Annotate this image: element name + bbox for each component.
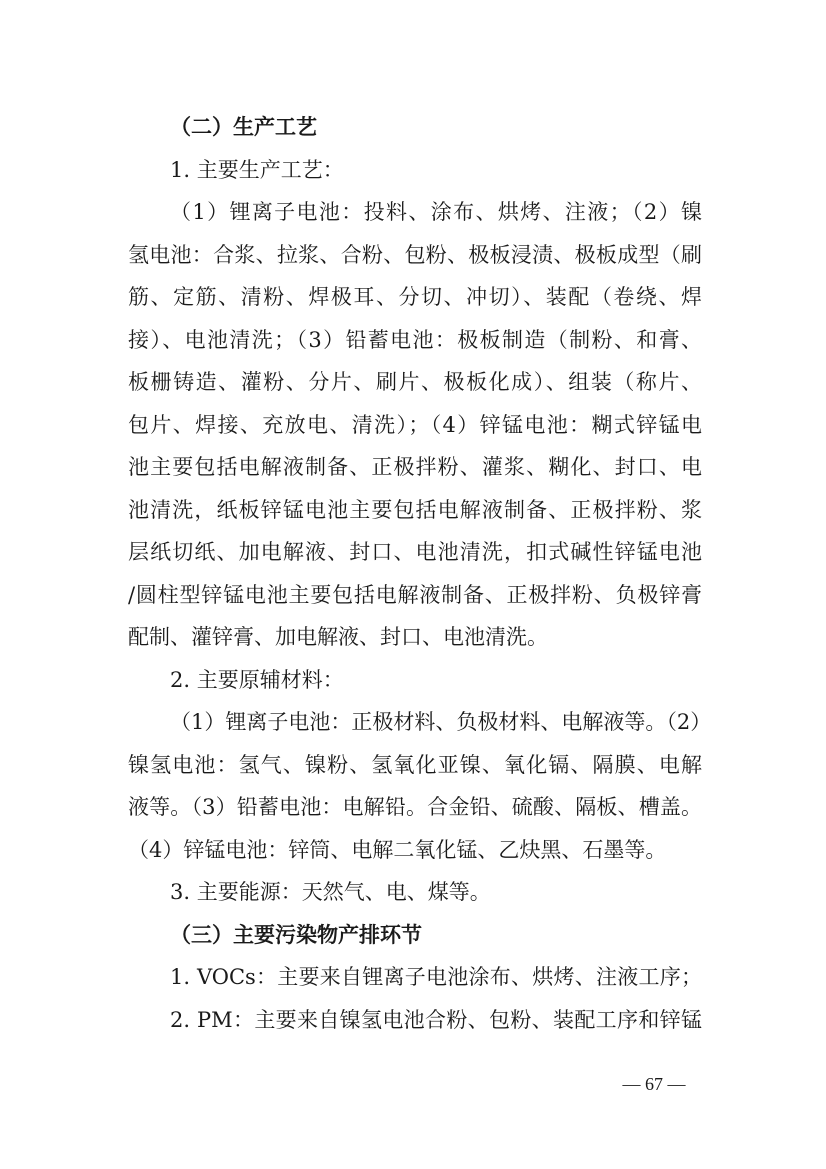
page-number: — 67 — bbox=[622, 1074, 686, 1094]
text-line: 池清洗，纸板锌锰电池主要包括电解液制备、正极拌粉、浆 bbox=[128, 497, 702, 522]
text-line: 板栅铸造、灌粉、分片、刷片、极板化成）、组装（称片、 bbox=[128, 370, 702, 394]
text-line: 镍氢电池：氢气、镍粉、氢氧化亚镍、氧化镉、隔膜、电解 bbox=[128, 752, 702, 777]
text-line: （1）锂离子电池：正极材料、负极材料、电解液等。（2） bbox=[170, 710, 712, 734]
text-line: /圆柱型锌锰电池主要包括电解液制备、正极拌粉、负极锌膏 bbox=[128, 582, 702, 607]
text-line: 2. 主要原辅材料： bbox=[170, 667, 344, 692]
text-line: 接）、电池清洗；（3）铅蓄电池：极板制造（制粉、和膏、 bbox=[128, 327, 702, 352]
text-line: 层纸切纸、加电解液、封口、电池清洗，扣式碱性锌锰电池 bbox=[128, 540, 702, 564]
text-line: （1）锂离子电池：投料、涂布、烘烤、注液；（2）镍 bbox=[170, 200, 702, 224]
text-line: （4）锌锰电池：锌筒、电解二氧化锰、乙炔黑、石墨等。 bbox=[128, 837, 667, 862]
text-line: 配制、灌锌膏、加电解液、封口、电池清洗。 bbox=[128, 625, 548, 649]
text-line: 筋、定筋、清粉、焊极耳、分切、冲切）、装配（卷绕、焊 bbox=[128, 285, 702, 309]
text-line: 池主要包括电解液制备、正极拌粉、灌浆、糊化、封口、电 bbox=[128, 455, 702, 479]
document-body bbox=[128, 106, 712, 1041]
section-heading: （二）生产工艺 bbox=[170, 114, 317, 139]
text-line: 1. VOCs：主要来自锂离子电池涂布、烘烤、注液工序； bbox=[170, 965, 702, 989]
text-line: 3. 主要能源：天然气、电、煤等。 bbox=[170, 880, 491, 904]
text-line: 包片、焊接、充放电、清洗）；（4）锌锰电池：糊式锌锰电 bbox=[128, 412, 702, 437]
text-line: 1. 主要生产工艺： bbox=[170, 157, 344, 182]
text-line: 氢电池：合浆、拉浆、合粉、包粉、极板浸渍、极板成型（刷 bbox=[128, 242, 702, 267]
text-line: 2. PM：主要来自镍氢电池合粉、包粉、装配工序和锌锰 bbox=[170, 1007, 702, 1032]
text-line: 液等。（3）铅蓄电池：电解铅。合金铅、硫酸、隔板、槽盖。 bbox=[128, 795, 702, 819]
section-heading: （三）主要污染物产排环节 bbox=[170, 921, 422, 947]
